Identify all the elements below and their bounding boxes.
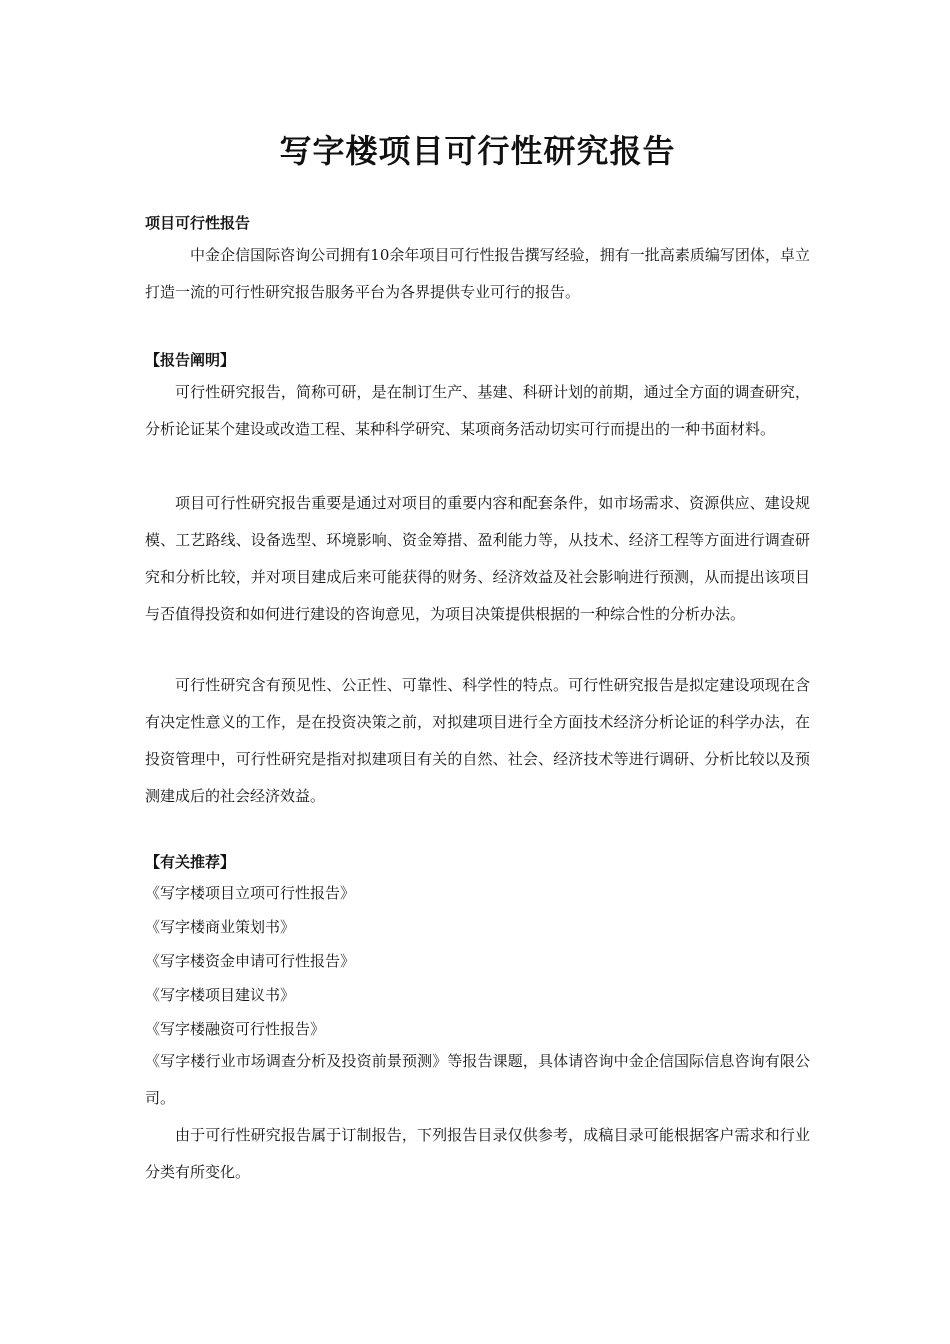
explain-paragraph-3: 可行性研究含有预见性、公正性、可靠性、科学性的特点。可行性研究报告是拟定建设项现在含有决定性意义的工作，是在投资决策之前，对拟建项目进行全方面技术经济分析论证的科学办法，在投资管理中，可行性研究是指对拟建项目有关的自然、社会、经济技术等进行调研、分析比较以及预测建成后的社会经济效益。 [145,676,810,805]
recommend-heading: 【有关推荐】 [145,853,236,871]
recommend-note: 由于可行性研究报告属于订制报告，下列报告目录仅供参考，成稿目录可能根据客户需求和行业分类有所变化。 [145,1126,810,1181]
explain-paragraph-1: 可行性研究报告，简称可研，是在制订生产、基建、科研计划的前期，通过全方面的调查研究，分析论证某个建设或改造工程、某种科学研究、某项商务活动切实可行而提出的一种书面材料。 [145,383,810,438]
document-title: 写字楼项目可行性研究报告 [279,132,676,170]
recommend-item: 《写字楼商业策划书》 [145,918,296,936]
recommend-item: 《写字楼项目立项可行性报告》 [145,884,356,902]
recommend-tail: 《写字楼行业市场调查分析及投资前景预测》等报告课题，具体请咨询中金企信国际信息咨询有限公司。 [145,1052,810,1107]
intro-heading: 项目可行性报告 [145,214,251,232]
recommend-item: 《写字楼融资可行性报告》 [145,1020,326,1038]
recommend-item: 《写字楼项目建议书》 [145,986,296,1004]
explain-heading: 【报告阐明】 [145,351,236,369]
recommend-list [145,876,810,1046]
recommend-item: 《写字楼资金申请可行性报告》 [145,952,356,970]
intro-paragraph: 中金企信国际咨询公司拥有10余年项目可行性报告撰写经验，拥有一批高素质编写团体，卓立打造一流的可行性研究报告服务平台为各界提供专业可行的报告。 [145,246,810,301]
explain-paragraph-2: 项目可行性研究报告重要是通过对项目的重要内容和配套条件，如市场需求、资源供应、建设规模、工艺路线、设备选型、环境影响、资金筹措、盈利能力等，从技术、经济工程等方面进行调查研究和分析比较，并对项目建成后来可能获得的财务、经济效益及社会影响进行预测，从而提出该项目与否值得投资和如何进行建设的咨询意见，为项目决策提供根据的一种综合性的分析办法。 [145,494,810,623]
